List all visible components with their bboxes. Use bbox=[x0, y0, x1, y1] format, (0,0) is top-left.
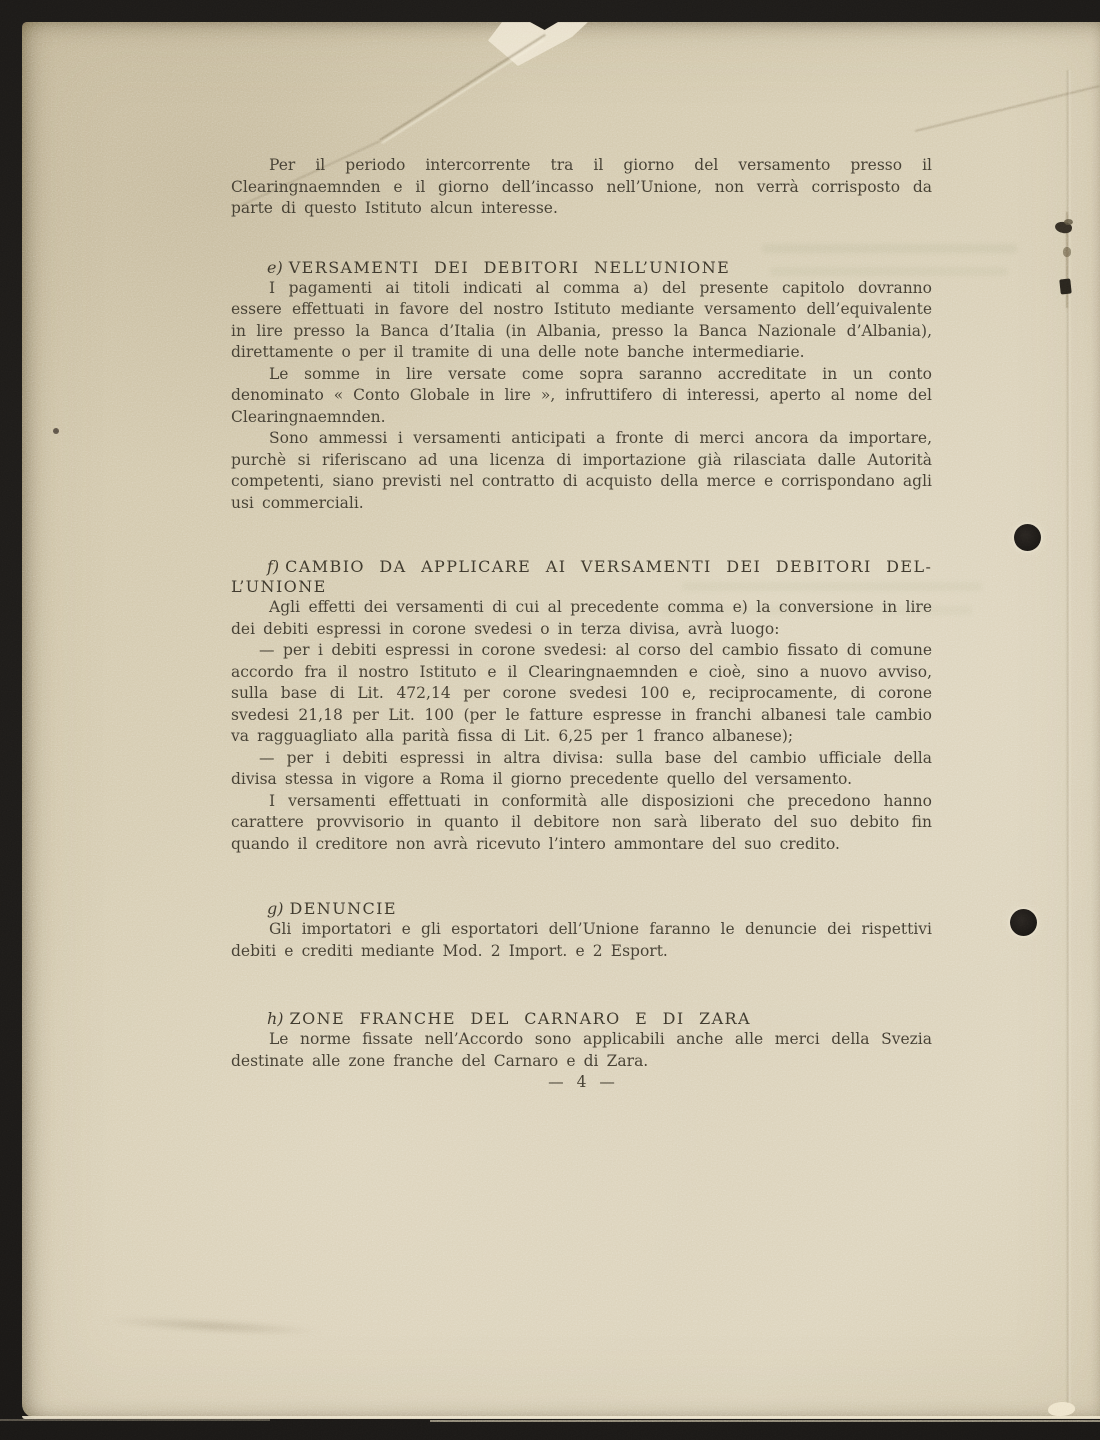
crease-shadow bbox=[57, 1310, 367, 1342]
under-sheet-edge bbox=[0, 1419, 270, 1421]
section-title-line2: L’UNIONE bbox=[231, 577, 327, 596]
page-number: — 4 — bbox=[548, 1073, 615, 1091]
under-sheet-edge bbox=[430, 1420, 1100, 1422]
section-title: CAMBIO DA APPLICARE AI VERSAMENTI DEI DEBITORI DEL- bbox=[285, 557, 933, 576]
section-heading-h bbox=[231, 1009, 932, 1029]
section-heading-e bbox=[231, 258, 932, 278]
section-title: ZONE FRANCHE DEL CARNARO E DI ZARA bbox=[289, 1009, 751, 1028]
paragraph: Gli importatori e gli esportatori dell’Unione faranno le denuncie dei rispettivi debiti e crediti mediante Mod. 2 Import. e 2 Esport. bbox=[231, 920, 932, 960]
section-heading-f bbox=[231, 557, 932, 597]
ink-blemish bbox=[1064, 219, 1073, 225]
punch-hole bbox=[1010, 909, 1037, 936]
punch-hole bbox=[1014, 524, 1041, 551]
section-letter: g) bbox=[267, 899, 284, 918]
section-letter: f) bbox=[267, 557, 280, 576]
paragraph: I pagamenti ai titoli indicati al comma a) del presente capitolo dovranno essere effettuati in favore del nostro Istituto mediante versamento dell’equivalente in lire presso la Banca d’Italia (in Albania, presso la Banca Nazionale d’Albania), direttamente o per il tramite di una delle note banche intermediarie. bbox=[231, 278, 932, 361]
ink-blemish bbox=[1063, 247, 1071, 257]
tear-notch bbox=[530, 22, 558, 30]
paragraph: Le somme in lire versate come sopra saranno accreditate in un conto denominato « Conto Globale in lire », infruttifero di interessi, aperto al nome del Clearingnaemnden. bbox=[231, 364, 932, 426]
paragraph: Sono ammessi i versamenti anticipati a fronte di merci ancora da importare, purchè si riferiscano ad una licenza di importazione già rilasciata dalle Autorità competenti, siano previsti nel contratto di acquisto della merce e corrispondano agli usi commerciali. bbox=[231, 429, 932, 512]
paragraph-dash-item: — per i debiti espressi in altra divisa: sulla base del cambio ufficiale della divisa stessa in vigore a Roma il giorno precedente quello del versamento. bbox=[231, 748, 932, 788]
section-letter: e) bbox=[267, 257, 283, 277]
crease-line bbox=[379, 34, 545, 141]
section-title: DENUNCIE bbox=[289, 899, 397, 918]
section-title: VERSAMENTI DEI DEBITORI NELL’UNIONE bbox=[288, 257, 731, 277]
section-letter: h) bbox=[267, 1009, 284, 1028]
ink-speck bbox=[53, 428, 59, 434]
text-block bbox=[231, 155, 932, 1094]
crease-highlight bbox=[381, 39, 544, 144]
paragraph-intro: Per il periodo intercorrente tra il giorno del versamento presso il Clearingnaemnden e il giorno dell’incasso nell’Unione, non verrà corrisposto da parte di questo Istituto alcun interesse. bbox=[231, 156, 932, 217]
ink-blemish bbox=[1059, 278, 1072, 294]
torn-edge-flap bbox=[488, 22, 588, 66]
paragraph: I versamenti effettuati in conformità alle disposizioni che precedono hanno carattere provvisorio in quanto il debitore non sarà liberato del suo debito fin quando il creditore non avrà ricevuto l’intero ammontare del suo credito. bbox=[231, 791, 932, 853]
paragraph: Agli effetti dei versamenti di cui al precedente comma e) la conversione in lire dei debiti espressi in corone svedesi o in terza divisa, avrà luogo: bbox=[231, 598, 932, 638]
paragraph: Le norme fissate nell’Accordo sono applicabili anche alle merci della Svezia destinate alle zone franche del Carnaro e di Zara. bbox=[231, 1030, 932, 1070]
crease-line bbox=[915, 85, 1100, 131]
section-heading-g bbox=[231, 899, 932, 919]
paper-sheet bbox=[22, 22, 1100, 1418]
paragraph-dash-item: — per i debiti espressi in corone svedesi: al corso del cambio fissato di comune accordo fra il nostro Istituto e il Clearingnaemnden e cioè, sino a nuovo avviso, sulla base di Lit. 472,14 per corone svedesi 100 e, reciprocamente, di corone svedesi 21,18 per Lit. 100 (per le fatture espresse in franchi albanesi tale cambio va ragguagliato alla parità fissa di Lit. 6,25 per 1 franco albanese); bbox=[231, 641, 932, 745]
